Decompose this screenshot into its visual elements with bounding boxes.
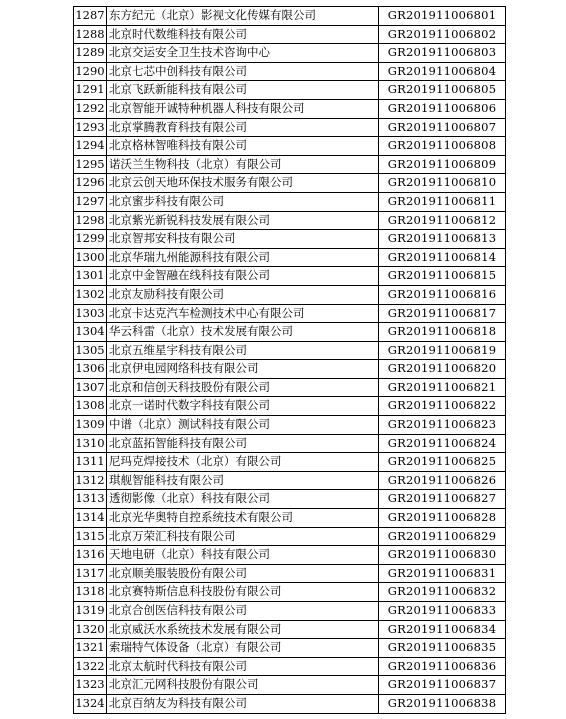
company-name-cell: 北京赛特斯信息科技股份有限公司 bbox=[107, 583, 379, 602]
certificate-code-cell: GR201911006830 bbox=[379, 546, 506, 565]
row-number-cell: 1290 bbox=[74, 62, 107, 81]
table-row bbox=[74, 211, 506, 230]
company-name-cell: 北京蓝拓智能科技有限公司 bbox=[107, 434, 379, 453]
certificate-code-cell: GR201911006826 bbox=[379, 471, 506, 490]
table-row bbox=[74, 546, 506, 565]
table-row bbox=[74, 137, 506, 156]
company-name-cell: 琪舰智能科技有限公司 bbox=[107, 471, 379, 490]
company-name-cell: 北京云创天地环保技术服务有限公司 bbox=[107, 174, 379, 193]
certificate-code-cell: GR201911006837 bbox=[379, 676, 506, 695]
certificate-code-cell: GR201911006813 bbox=[379, 230, 506, 249]
row-number-cell: 1293 bbox=[74, 118, 107, 137]
table-row bbox=[74, 639, 506, 658]
certificate-code-cell: GR201911006810 bbox=[379, 174, 506, 193]
company-name-cell: 北京汇元网科技股份有限公司 bbox=[107, 676, 379, 695]
table-row bbox=[74, 509, 506, 528]
table-row bbox=[74, 25, 506, 44]
table-row bbox=[74, 230, 506, 249]
certificate-code-cell: GR201911006831 bbox=[379, 564, 506, 583]
table-row bbox=[74, 657, 506, 676]
table-row bbox=[74, 583, 506, 602]
certificate-code-cell: GR201911006809 bbox=[379, 155, 506, 174]
row-number-cell: 1300 bbox=[74, 248, 107, 267]
table-row bbox=[74, 99, 506, 118]
certificate-code-cell: GR201911006828 bbox=[379, 509, 506, 528]
company-name-cell: 北京太航时代科技有限公司 bbox=[107, 657, 379, 676]
table-row bbox=[74, 304, 506, 323]
row-number-cell: 1324 bbox=[74, 694, 107, 713]
table-row bbox=[74, 174, 506, 193]
row-number-cell: 1303 bbox=[74, 304, 107, 323]
certificate-code-cell: GR201911006801 bbox=[379, 7, 506, 26]
row-number-cell: 1309 bbox=[74, 416, 107, 435]
table-row bbox=[74, 471, 506, 490]
table-row bbox=[74, 155, 506, 174]
company-name-cell: 北京百纳友为科技有限公司 bbox=[107, 694, 379, 713]
company-name-cell: 北京五维星宇科技有限公司 bbox=[107, 341, 379, 360]
row-number-cell: 1295 bbox=[74, 155, 107, 174]
company-name-cell: 尼玛克焊接技术（北京）有限公司 bbox=[107, 453, 379, 472]
table-row bbox=[74, 118, 506, 137]
company-name-cell: 北京七芯中创科技有限公司 bbox=[107, 62, 379, 81]
table-row bbox=[74, 7, 506, 26]
row-number-cell: 1302 bbox=[74, 285, 107, 304]
enterprise-list-table bbox=[73, 6, 506, 714]
certificate-code-cell: GR201911006806 bbox=[379, 99, 506, 118]
company-name-cell: 北京飞跃新能科技有限公司 bbox=[107, 81, 379, 100]
table-row bbox=[74, 527, 506, 546]
company-name-cell: 天地电研（北京）科技有限公司 bbox=[107, 546, 379, 565]
row-number-cell: 1308 bbox=[74, 397, 107, 416]
certificate-code-cell: GR201911006827 bbox=[379, 490, 506, 509]
certificate-code-cell: GR201911006819 bbox=[379, 341, 506, 360]
table-row bbox=[74, 490, 506, 509]
table-row bbox=[74, 434, 506, 453]
table-row bbox=[74, 81, 506, 100]
certificate-code-cell: GR201911006823 bbox=[379, 416, 506, 435]
table-row bbox=[74, 44, 506, 63]
certificate-code-cell: GR201911006802 bbox=[379, 25, 506, 44]
company-name-cell: 北京格林智唯科技有限公司 bbox=[107, 137, 379, 156]
table-row bbox=[74, 416, 506, 435]
table-row bbox=[74, 341, 506, 360]
certificate-code-cell: GR201911006807 bbox=[379, 118, 506, 137]
company-name-cell: 北京掌腾教育科技有限公司 bbox=[107, 118, 379, 137]
company-name-cell: 北京蜜步科技有限公司 bbox=[107, 192, 379, 211]
row-number-cell: 1287 bbox=[74, 7, 107, 26]
company-name-cell: 北京智能开诚特种机器人科技有限公司 bbox=[107, 99, 379, 118]
table-row bbox=[74, 602, 506, 621]
table-body bbox=[74, 7, 506, 714]
row-number-cell: 1310 bbox=[74, 434, 107, 453]
row-number-cell: 1311 bbox=[74, 453, 107, 472]
company-name-cell: 东方纪元（北京）影视文化传媒有限公司 bbox=[107, 7, 379, 26]
row-number-cell: 1301 bbox=[74, 267, 107, 286]
certificate-code-cell: GR201911006820 bbox=[379, 360, 506, 379]
table-row bbox=[74, 694, 506, 713]
row-number-cell: 1307 bbox=[74, 378, 107, 397]
table-row bbox=[74, 62, 506, 81]
company-name-cell: 北京交运安全卫生技术咨询中心 bbox=[107, 44, 379, 63]
company-name-cell: 索瑞特气体设备（北京）有限公司 bbox=[107, 639, 379, 658]
row-number-cell: 1297 bbox=[74, 192, 107, 211]
certificate-code-cell: GR201911006811 bbox=[379, 192, 506, 211]
certificate-code-cell: GR201911006814 bbox=[379, 248, 506, 267]
row-number-cell: 1323 bbox=[74, 676, 107, 695]
company-name-cell: 华云科雷（北京）技术发展有限公司 bbox=[107, 323, 379, 342]
company-name-cell: 北京紫光新锐科技发展有限公司 bbox=[107, 211, 379, 230]
certificate-code-cell: GR201911006803 bbox=[379, 44, 506, 63]
certificate-code-cell: GR201911006829 bbox=[379, 527, 506, 546]
table-row bbox=[74, 323, 506, 342]
certificate-code-cell: GR201911006835 bbox=[379, 639, 506, 658]
row-number-cell: 1317 bbox=[74, 564, 107, 583]
table-row bbox=[74, 676, 506, 695]
row-number-cell: 1320 bbox=[74, 620, 107, 639]
row-number-cell: 1291 bbox=[74, 81, 107, 100]
company-name-cell: 北京华瑞九州能源科技有限公司 bbox=[107, 248, 379, 267]
certificate-code-cell: GR201911006805 bbox=[379, 81, 506, 100]
company-name-cell: 北京中金智融在线科技有限公司 bbox=[107, 267, 379, 286]
row-number-cell: 1322 bbox=[74, 657, 107, 676]
table-row bbox=[74, 285, 506, 304]
table-row bbox=[74, 453, 506, 472]
company-name-cell: 北京光华奥特自控系统技术有限公司 bbox=[107, 509, 379, 528]
certificate-code-cell: GR201911006815 bbox=[379, 267, 506, 286]
row-number-cell: 1312 bbox=[74, 471, 107, 490]
row-number-cell: 1296 bbox=[74, 174, 107, 193]
company-name-cell: 北京友励科技有限公司 bbox=[107, 285, 379, 304]
company-name-cell: 北京一诺时代数字科技有限公司 bbox=[107, 397, 379, 416]
row-number-cell: 1316 bbox=[74, 546, 107, 565]
company-name-cell: 诺沃兰生物科技（北京）有限公司 bbox=[107, 155, 379, 174]
company-name-cell: 中谱（北京）测试科技有限公司 bbox=[107, 416, 379, 435]
row-number-cell: 1318 bbox=[74, 583, 107, 602]
row-number-cell: 1306 bbox=[74, 360, 107, 379]
certificate-code-cell: GR201911006834 bbox=[379, 620, 506, 639]
row-number-cell: 1292 bbox=[74, 99, 107, 118]
row-number-cell: 1305 bbox=[74, 341, 107, 360]
table-row bbox=[74, 620, 506, 639]
certificate-code-cell: GR201911006808 bbox=[379, 137, 506, 156]
certificate-code-cell: GR201911006836 bbox=[379, 657, 506, 676]
row-number-cell: 1321 bbox=[74, 639, 107, 658]
table-row bbox=[74, 360, 506, 379]
certificate-code-cell: GR201911006833 bbox=[379, 602, 506, 621]
company-name-cell: 透彻影像（北京）科技有限公司 bbox=[107, 490, 379, 509]
certificate-code-cell: GR201911006832 bbox=[379, 583, 506, 602]
row-number-cell: 1313 bbox=[74, 490, 107, 509]
company-name-cell: 北京合创医信科技有限公司 bbox=[107, 602, 379, 621]
row-number-cell: 1319 bbox=[74, 602, 107, 621]
company-name-cell: 北京智邦安科技有限公司 bbox=[107, 230, 379, 249]
row-number-cell: 1314 bbox=[74, 509, 107, 528]
certificate-code-cell: GR201911006818 bbox=[379, 323, 506, 342]
company-name-cell: 北京万荣汇科技有限公司 bbox=[107, 527, 379, 546]
table-row bbox=[74, 564, 506, 583]
company-name-cell: 北京顺美服装股份有限公司 bbox=[107, 564, 379, 583]
company-name-cell: 北京时代数维科技有限公司 bbox=[107, 25, 379, 44]
company-name-cell: 北京伊电园网络科技有限公司 bbox=[107, 360, 379, 379]
certificate-code-cell: GR201911006838 bbox=[379, 694, 506, 713]
certificate-code-cell: GR201911006825 bbox=[379, 453, 506, 472]
row-number-cell: 1289 bbox=[74, 44, 107, 63]
row-number-cell: 1298 bbox=[74, 211, 107, 230]
row-number-cell: 1304 bbox=[74, 323, 107, 342]
certificate-code-cell: GR201911006817 bbox=[379, 304, 506, 323]
table-row bbox=[74, 192, 506, 211]
row-number-cell: 1294 bbox=[74, 137, 107, 156]
certificate-code-cell: GR201911006821 bbox=[379, 378, 506, 397]
table-row bbox=[74, 378, 506, 397]
certificate-code-cell: GR201911006812 bbox=[379, 211, 506, 230]
row-number-cell: 1299 bbox=[74, 230, 107, 249]
row-number-cell: 1288 bbox=[74, 25, 107, 44]
certificate-code-cell: GR201911006822 bbox=[379, 397, 506, 416]
company-name-cell: 北京和信创天科技股份有限公司 bbox=[107, 378, 379, 397]
table-row bbox=[74, 267, 506, 286]
certificate-code-cell: GR201911006824 bbox=[379, 434, 506, 453]
company-name-cell: 北京威沃水系统技术发展有限公司 bbox=[107, 620, 379, 639]
table-row bbox=[74, 248, 506, 267]
table-row bbox=[74, 397, 506, 416]
row-number-cell: 1315 bbox=[74, 527, 107, 546]
company-name-cell: 北京卡达克汽车检测技术中心有限公司 bbox=[107, 304, 379, 323]
certificate-code-cell: GR201911006804 bbox=[379, 62, 506, 81]
certificate-code-cell: GR201911006816 bbox=[379, 285, 506, 304]
